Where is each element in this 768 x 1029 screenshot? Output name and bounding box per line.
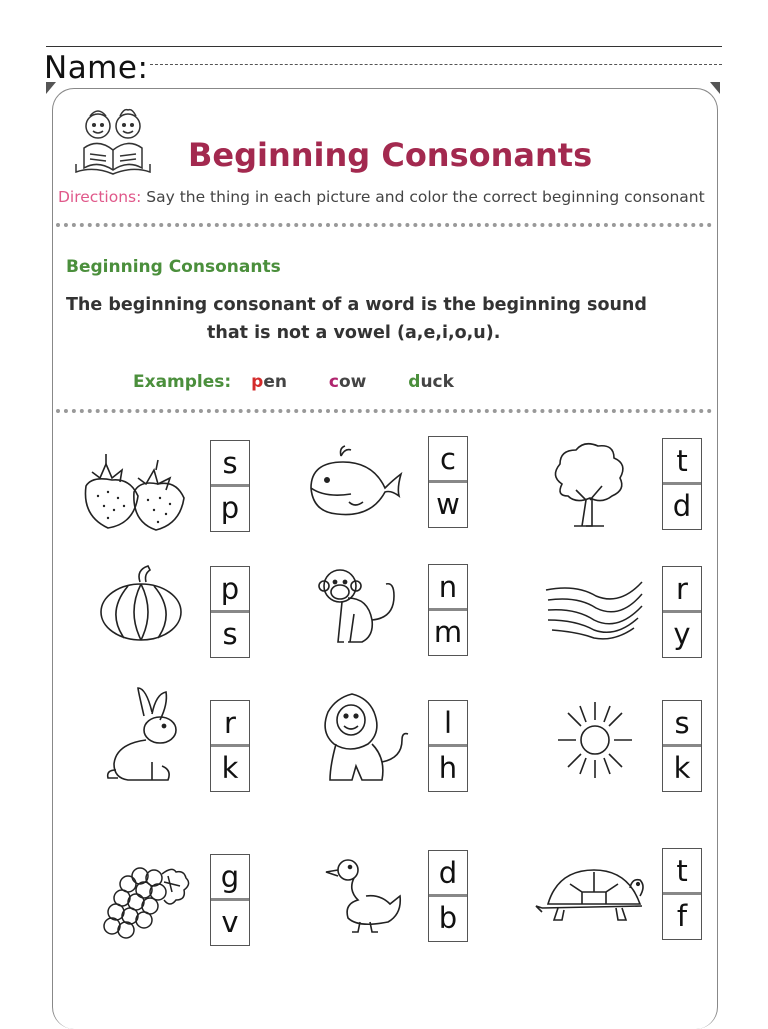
box-divider <box>663 610 701 613</box>
letter-option[interactable]: w <box>436 487 460 521</box>
letter-option[interactable]: y <box>673 617 691 651</box>
letter-choice-box <box>662 566 702 658</box>
letter-option[interactable]: p <box>220 572 240 606</box>
letter-choice-box <box>662 438 702 530</box>
letter-choice-box <box>428 436 468 528</box>
box-divider <box>211 484 249 487</box>
whale-icon <box>305 444 405 520</box>
box-divider <box>429 608 467 611</box>
examples-label: Examples: <box>133 372 232 392</box>
letter-choice-box <box>428 850 468 942</box>
example-rest: ow <box>338 372 367 392</box>
letter-option[interactable]: c <box>440 442 456 476</box>
letter-option[interactable]: r <box>224 706 236 740</box>
dotted-divider <box>56 409 712 413</box>
letter-option[interactable]: m <box>433 615 463 649</box>
examples-row <box>133 372 490 392</box>
example-rest: uck <box>420 372 454 392</box>
box-divider <box>211 744 249 747</box>
section-heading: Beginning Consonants <box>66 257 281 277</box>
letter-choice-box <box>428 700 468 792</box>
letter-option[interactable]: d <box>438 856 458 890</box>
letter-option[interactable]: k <box>673 751 691 785</box>
letter-option[interactable]: h <box>438 751 458 785</box>
rule-text-line1: The beginning consonant of a word is the beginning sound <box>66 295 647 315</box>
letter-choice-box <box>210 700 250 792</box>
box-divider <box>211 898 249 901</box>
letter-option[interactable]: f <box>676 899 688 933</box>
sun-icon <box>556 700 634 780</box>
letter-choice-box <box>210 854 250 946</box>
duck-icon <box>324 856 402 934</box>
letter-choice-box <box>210 440 250 532</box>
corner-ornament-left <box>46 82 56 94</box>
pumpkin-icon <box>98 564 184 644</box>
letter-option[interactable]: r <box>676 572 688 606</box>
letter-choice-box <box>210 566 250 658</box>
turtle-icon <box>534 868 646 924</box>
lion-icon <box>322 692 408 784</box>
example-first-letter: d <box>408 372 421 392</box>
letter-option[interactable]: g <box>220 860 240 894</box>
letter-option[interactable]: v <box>221 905 239 939</box>
example-first-letter: c <box>328 372 339 392</box>
rule-text-line2: that is not a vowel (a,e,i,o,u). <box>207 323 501 343</box>
tree-icon <box>548 444 630 528</box>
grapes-icon <box>98 864 192 944</box>
letter-option[interactable]: b <box>438 901 458 935</box>
letter-option[interactable]: t <box>676 444 688 478</box>
letter-option[interactable]: s <box>222 617 238 651</box>
letter-option[interactable]: t <box>676 854 688 888</box>
dotted-divider <box>56 223 712 227</box>
letter-option[interactable]: p <box>220 491 240 525</box>
monkey-icon <box>318 564 400 648</box>
directions-label: Directions: <box>58 188 142 206</box>
directions <box>58 188 705 206</box>
worksheet-title: Beginning Consonants <box>188 136 593 174</box>
letter-option[interactable]: k <box>221 751 239 785</box>
letter-option[interactable]: s <box>222 446 238 480</box>
rabbit-icon <box>104 686 184 782</box>
box-divider <box>663 892 701 895</box>
box-divider <box>429 894 467 897</box>
box-divider <box>429 480 467 483</box>
box-divider <box>429 744 467 747</box>
strawberries-icon <box>78 448 188 534</box>
example-word <box>251 372 287 392</box>
example-word <box>329 372 366 392</box>
box-divider <box>211 610 249 613</box>
name-write-line[interactable] <box>150 64 722 65</box>
top-rule <box>46 46 722 47</box>
corner-ornament-right <box>710 82 720 94</box>
letter-choice-box <box>662 700 702 792</box>
name-label: Name: <box>44 50 149 86</box>
letter-option[interactable]: s <box>674 706 690 740</box>
letter-choice-box <box>662 848 702 940</box>
box-divider <box>663 744 701 747</box>
example-first-letter: p <box>251 372 264 392</box>
box-divider <box>663 482 701 485</box>
example-word <box>408 372 454 392</box>
letter-option[interactable]: d <box>672 489 692 523</box>
example-rest: en <box>263 372 287 392</box>
directions-text: Say the thing in each picture and color the correct beginning consonant <box>141 188 705 206</box>
letter-choice-box <box>428 564 468 656</box>
kids-reading-logo-icon <box>70 104 156 180</box>
letter-option[interactable]: l <box>443 706 453 740</box>
letter-option[interactable]: n <box>438 570 458 604</box>
yarn-icon <box>544 576 644 642</box>
